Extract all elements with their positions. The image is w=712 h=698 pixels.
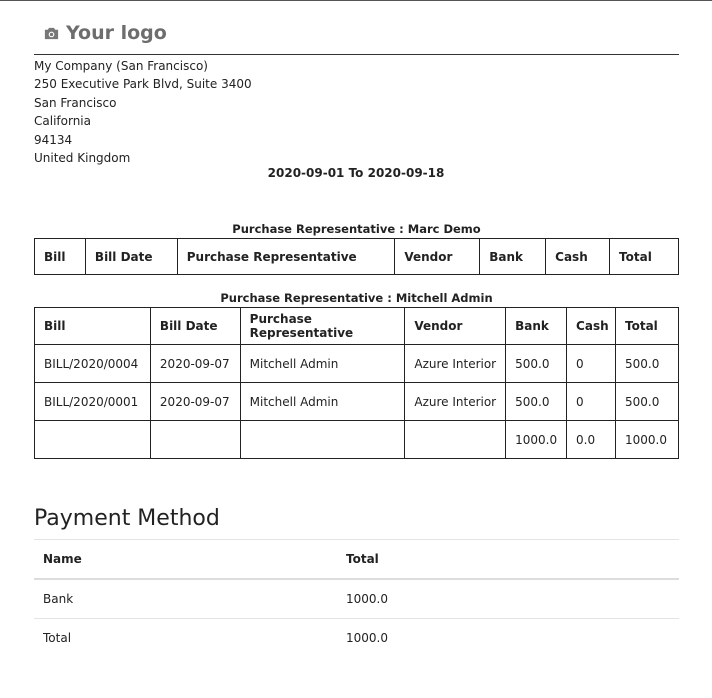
purchase-representative: Mitchell Admin: [240, 345, 405, 383]
bill-date: 2020-09-07: [150, 345, 240, 383]
bills-table-marc-demo: [34, 238, 679, 275]
header-divider: [34, 54, 679, 55]
bill-number: BILL/2020/0004: [35, 345, 151, 383]
column-header: Cash: [546, 239, 610, 275]
address-line: 250 Executive Park Blvd, Suite 3400: [34, 77, 252, 92]
payment-method-name: Bank: [34, 579, 337, 619]
cash-amount: 0: [567, 345, 616, 383]
column-header: Purchase Representative: [240, 308, 405, 345]
bank-total: 1000.0: [506, 421, 567, 459]
report-period: 2020-09-01 To 2020-09-18: [267, 166, 445, 180]
empty-cell: [150, 421, 240, 459]
address-line: My Company (San Francisco): [34, 59, 208, 73]
table-header-row: [34, 540, 679, 579]
payment-method-title: Payment Method: [34, 506, 220, 531]
address-line: San Francisco: [34, 95, 117, 110]
bank-amount: 500.0: [506, 383, 567, 421]
column-header: Total: [610, 239, 679, 275]
column-header: Vendor: [405, 308, 506, 345]
table-row: [35, 383, 679, 421]
column-header: Name: [34, 540, 337, 579]
table-row: [35, 345, 679, 383]
cash-amount: 0: [567, 383, 616, 421]
group-title: Purchase Representative : Mitchell Admin: [220, 291, 493, 305]
payment-method-total: 1000.0: [346, 631, 388, 645]
payment-method-total: 1000.0: [337, 579, 679, 619]
bank-amount: 500.0: [506, 345, 567, 383]
totals-row: [35, 421, 679, 459]
column-header: Bank: [506, 308, 567, 345]
vendor: Azure Interior: [405, 345, 506, 383]
logo-text: Your logo: [66, 22, 167, 44]
address-line: California: [34, 114, 91, 129]
column-header: Total: [337, 540, 679, 579]
top-border: [0, 0, 712, 1]
column-header: Vendor: [395, 239, 480, 275]
grand-total: 1000.0: [616, 421, 679, 459]
group-title: Purchase Representative : Marc Demo: [232, 222, 481, 236]
company-address: [34, 57, 252, 167]
address-line: United Kingdom: [34, 151, 131, 166]
column-header: Bank: [480, 239, 546, 275]
payment-method-name: Total: [43, 631, 72, 645]
column-header: Bill: [35, 239, 86, 275]
vendor: Azure Interior: [405, 383, 506, 421]
empty-cell: [240, 421, 405, 459]
column-header: Bill Date: [150, 308, 240, 345]
company-logo: [43, 22, 167, 44]
column-header: Total: [616, 308, 679, 345]
table-header-row: [35, 239, 679, 275]
bill-number: BILL/2020/0001: [35, 383, 151, 421]
total-amount: 500.0: [616, 345, 679, 383]
table-row: [34, 579, 679, 619]
cash-total: 0.0: [567, 421, 616, 459]
total-amount: 500.0: [616, 383, 679, 421]
bills-table-mitchell-admin: [34, 307, 679, 459]
empty-cell: [35, 421, 151, 459]
address-line: 94134: [34, 132, 73, 147]
column-header: Cash: [567, 308, 616, 345]
column-header: Bill: [35, 308, 151, 345]
empty-cell: [405, 421, 506, 459]
column-header: Bill Date: [85, 239, 177, 275]
table-header-row: [35, 308, 679, 345]
bill-date: 2020-09-07: [150, 383, 240, 421]
purchase-representative: Mitchell Admin: [240, 383, 405, 421]
camera-icon: [43, 25, 60, 42]
payment-method-table: [34, 540, 679, 657]
table-row: [34, 619, 679, 658]
column-header: Purchase Representative: [177, 239, 395, 275]
